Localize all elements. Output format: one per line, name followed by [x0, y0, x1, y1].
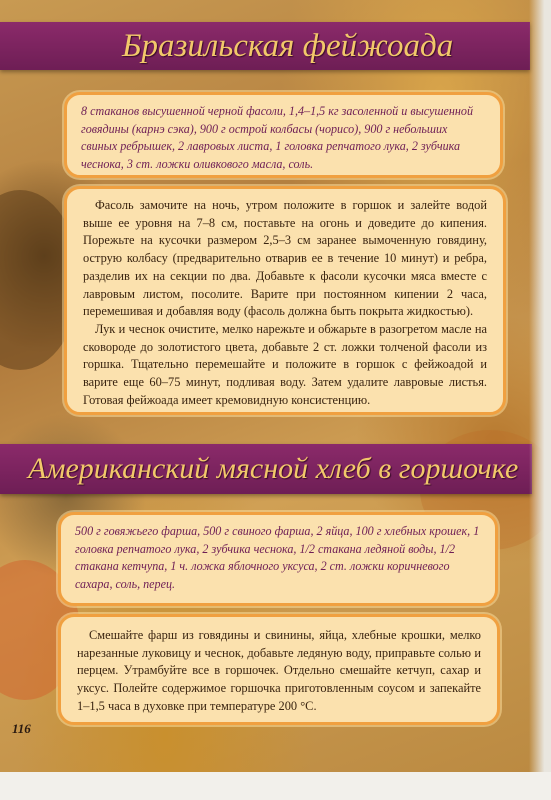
page-margin	[0, 772, 551, 800]
recipe-title-banner	[0, 22, 530, 70]
instructions-box	[64, 186, 506, 415]
ingredients-text: 500 г говяжьего фарша, 500 г свиного фарша, 2 яйца, 100 г хлебных крошек, 1 головка репчатого лука, 2 зубчика чеснока, 1/2 стакана ледяной воды, 1/2 стакана кетчупа, 1 ч. ложка яблочного уксуса, 2 ст. ложки коричневого сахара, соль, перец.	[75, 524, 480, 591]
ingredients-box	[58, 512, 498, 606]
instruction-paragraph: Смешайте фарш из говядины и свинины, яйца, хлебные крошки, мелко нарезанные луковицу и чеснок, добавьте ледяную воду, приправьте солью и перцем. Утрамбуйте все в горшочек. Отдельно смешайте кетчуп, сахар и уксус. Полейте содержимое горшочка приготовленным соусом и запекайте 1–1,5 часа в духовке при температуре 200 °С.	[77, 628, 481, 713]
instructions-box	[58, 614, 500, 725]
instruction-paragraph: Фасоль замочите на ночь, утром положите в горшок и залейте водой выше ее уровня на 7–8 см, поставьте на огонь и доведите до кипения. Порежьте на кусочки размером 2,5–3 см заранее вымоченную говядину, острую колбасу (предварительно отварив ее в течение 10 минут) и ребра, разделив их на секции по два. Добавьте к фасоли кусочки мяса вместе с лавровым листом, посолите. Варите при постоянном кипении 2 часа, перемешивая и добавляя воду (фасоль должна быть покрыта жидкостью).	[83, 198, 487, 319]
recipe-title-banner	[0, 444, 532, 494]
recipe-title: Бразильская фейжоада	[122, 28, 454, 64]
page-gutter	[529, 0, 551, 800]
ingredients-text: 8 стаканов высушенной черной фасоли, 1,4–1,5 кг засоленной и высушенной говядины (карнэ сэка), 900 г острой колбасы (чорисо), 900 г небольших свиных ребрышек, 2 лавровых листа, 1 головка репчатого лука, 2 зубчика чеснока, 3 ст. ложки оливкового масла, соль.	[81, 104, 474, 171]
page-number: 116	[12, 721, 31, 736]
recipe-title: Американский мясной хлеб в горшочке	[28, 452, 519, 485]
ingredients-box	[64, 92, 503, 178]
instruction-paragraph: Лук и чеснок очистите, мелко нарежьте и обжарьте в разогретом масле на сковороде до золотистого цвета, добавьте 2 ст. ложки толченой фасоли из горшка. Тщательно перемешайте и положите в горшок с фейжоадой и варите еще 60–75 минут, подливая воду. Затем удалите лавровые листья. Готовая фейжоада имеет кремовидную консистенцию.	[83, 321, 487, 407]
